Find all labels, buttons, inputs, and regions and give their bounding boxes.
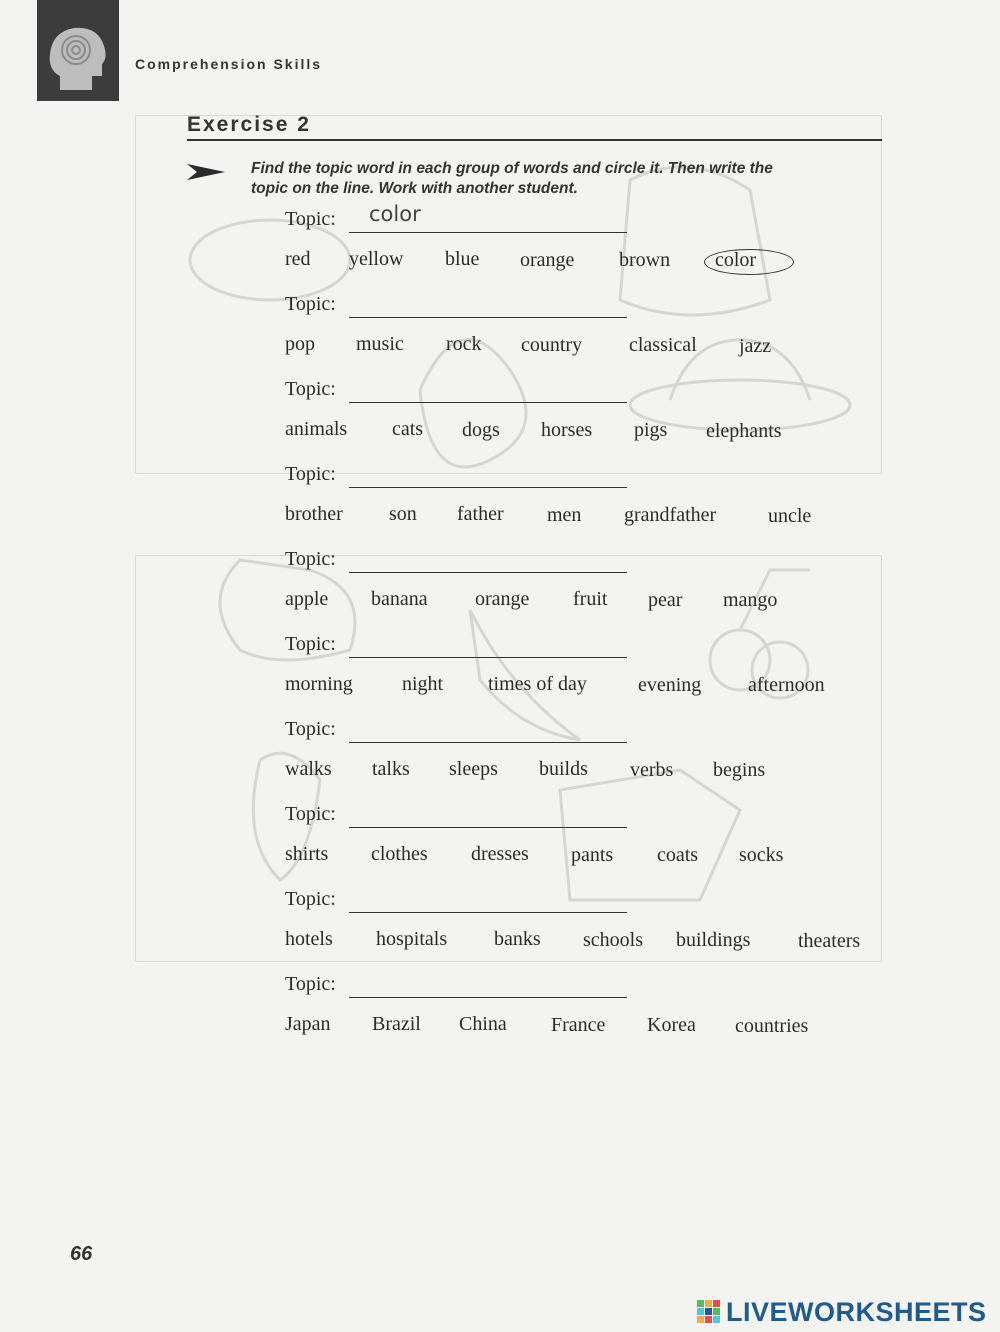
- word-option[interactable]: red: [285, 248, 311, 270]
- word-option[interactable]: socks: [739, 844, 784, 866]
- word-option[interactable]: pear: [648, 589, 683, 611]
- word-option[interactable]: schools: [583, 929, 643, 951]
- word-option[interactable]: morning: [285, 673, 353, 695]
- exercise-item: [0, 888, 1000, 968]
- word-option[interactable]: buildings: [676, 929, 751, 951]
- word-option[interactable]: theaters: [798, 930, 861, 952]
- exercise-title: Exercise 2: [187, 113, 311, 136]
- word-option[interactable]: France: [551, 1014, 606, 1036]
- word-option[interactable]: elephants: [706, 420, 782, 442]
- word-option[interactable]: times of day: [488, 673, 587, 695]
- answer-field[interactable]: [349, 572, 627, 573]
- topic-label: Topic:: [285, 378, 336, 400]
- topic-row: [0, 888, 630, 918]
- topic-label: Topic:: [285, 293, 336, 315]
- topic-label: Topic:: [285, 208, 336, 230]
- word-option[interactable]: Brazil: [372, 1013, 421, 1035]
- word-option[interactable]: banana: [371, 588, 428, 610]
- exercise-item: [0, 202, 1000, 288]
- topic-label: Topic:: [285, 803, 336, 825]
- word-option[interactable]: walks: [285, 758, 332, 780]
- word-option[interactable]: horses: [541, 419, 593, 441]
- word-option[interactable]: sleeps: [449, 758, 498, 780]
- topic-row: [0, 293, 630, 323]
- instructions: [251, 159, 871, 199]
- answer-field[interactable]: [349, 487, 627, 488]
- word-option[interactable]: yellow: [349, 248, 404, 270]
- exercise-item: [0, 293, 1000, 373]
- topic-label: Topic:: [285, 633, 336, 655]
- word-option[interactable]: banks: [494, 928, 541, 950]
- word-option[interactable]: color: [715, 249, 757, 271]
- topic-row: [0, 718, 630, 748]
- word-option[interactable]: orange: [520, 249, 575, 271]
- page-number: 66: [70, 1243, 93, 1265]
- answer-field[interactable]: [349, 402, 627, 403]
- word-option[interactable]: animals: [285, 418, 348, 440]
- arrow-icon: [187, 162, 227, 182]
- exercise-item: [0, 803, 1000, 883]
- word-option[interactable]: pigs: [634, 419, 668, 441]
- exercise-item: [0, 378, 1000, 458]
- answer-text: color: [369, 202, 421, 226]
- word-option[interactable]: night: [402, 673, 444, 695]
- word-option[interactable]: rock: [446, 333, 482, 355]
- word-option[interactable]: China: [459, 1013, 507, 1035]
- word-option[interactable]: evening: [638, 674, 702, 696]
- topic-label: Topic:: [285, 973, 336, 995]
- word-option[interactable]: builds: [539, 758, 588, 780]
- answer-field[interactable]: [349, 232, 627, 233]
- word-option[interactable]: Japan: [285, 1013, 331, 1035]
- exercise-item: [0, 633, 1000, 713]
- instructions-line-2: topic on the line. Work with another student.: [251, 180, 578, 197]
- answer-field[interactable]: [349, 657, 627, 658]
- liveworksheets-logo-icon: [697, 1300, 721, 1324]
- exercise-item: [0, 548, 1000, 628]
- topic-label: Topic:: [285, 718, 336, 740]
- topic-label: Topic:: [285, 888, 336, 910]
- word-option[interactable]: father: [457, 503, 504, 525]
- word-option[interactable]: classical: [629, 334, 697, 356]
- word-option[interactable]: brother: [285, 503, 343, 525]
- answer-field[interactable]: [349, 997, 627, 998]
- word-option[interactable]: clothes: [371, 843, 428, 865]
- word-option[interactable]: blue: [445, 248, 480, 270]
- word-option[interactable]: begins: [713, 759, 766, 781]
- topic-row: [0, 463, 630, 493]
- word-option[interactable]: pop: [285, 333, 315, 355]
- word-option[interactable]: hospitals: [376, 928, 448, 950]
- circled-answer-mark: [704, 249, 794, 275]
- word-option[interactable]: dogs: [462, 419, 500, 441]
- word-option[interactable]: jazz: [739, 335, 772, 357]
- answer-field[interactable]: [349, 912, 627, 913]
- word-option[interactable]: countries: [735, 1015, 809, 1037]
- topic-row: [0, 973, 630, 1003]
- answer-field[interactable]: [349, 742, 627, 743]
- word-option[interactable]: grandfather: [624, 504, 717, 526]
- word-option[interactable]: uncle: [768, 505, 812, 527]
- chapter-badge: [37, 0, 119, 101]
- topic-label: Topic:: [285, 463, 336, 485]
- topic-row: [0, 803, 630, 833]
- head-spiral-icon: [46, 24, 110, 90]
- word-option[interactable]: fruit: [573, 588, 608, 610]
- word-option[interactable]: orange: [475, 588, 530, 610]
- word-option[interactable]: hotels: [285, 928, 333, 950]
- exercise-item: [0, 463, 1000, 543]
- word-option[interactable]: brown: [619, 249, 671, 271]
- answer-field[interactable]: [349, 317, 627, 318]
- topic-row: [0, 548, 630, 578]
- exercise-item: [0, 973, 1000, 1053]
- word-option[interactable]: apple: [285, 588, 329, 610]
- instructions-line-1: Find the topic word in each group of words and circle it. Then write the: [251, 160, 773, 177]
- word-option[interactable]: son: [389, 503, 417, 525]
- word-option[interactable]: shirts: [285, 843, 329, 865]
- word-option[interactable]: men: [547, 504, 582, 526]
- topic-row: [0, 633, 630, 663]
- section-title: Comprehension Skills: [135, 56, 323, 72]
- topic-label: Topic:: [285, 548, 336, 570]
- word-option[interactable]: country: [521, 334, 583, 356]
- word-option[interactable]: verbs: [630, 759, 674, 781]
- word-option[interactable]: dresses: [471, 843, 529, 865]
- exercise-item: [0, 718, 1000, 798]
- topic-row: [0, 202, 630, 238]
- word-option[interactable]: Korea: [647, 1014, 696, 1036]
- word-option[interactable]: mango: [723, 589, 778, 611]
- word-option[interactable]: pants: [571, 844, 614, 866]
- word-option[interactable]: afternoon: [748, 674, 825, 696]
- word-option[interactable]: cats: [392, 418, 424, 440]
- topic-row: [0, 378, 630, 408]
- brand-name: LIVEWORKSHEETS: [726, 1297, 987, 1327]
- exercise-header: [187, 113, 882, 141]
- answer-field[interactable]: [349, 827, 627, 828]
- word-option[interactable]: coats: [657, 844, 699, 866]
- word-option[interactable]: talks: [372, 758, 410, 780]
- word-option[interactable]: music: [356, 333, 404, 355]
